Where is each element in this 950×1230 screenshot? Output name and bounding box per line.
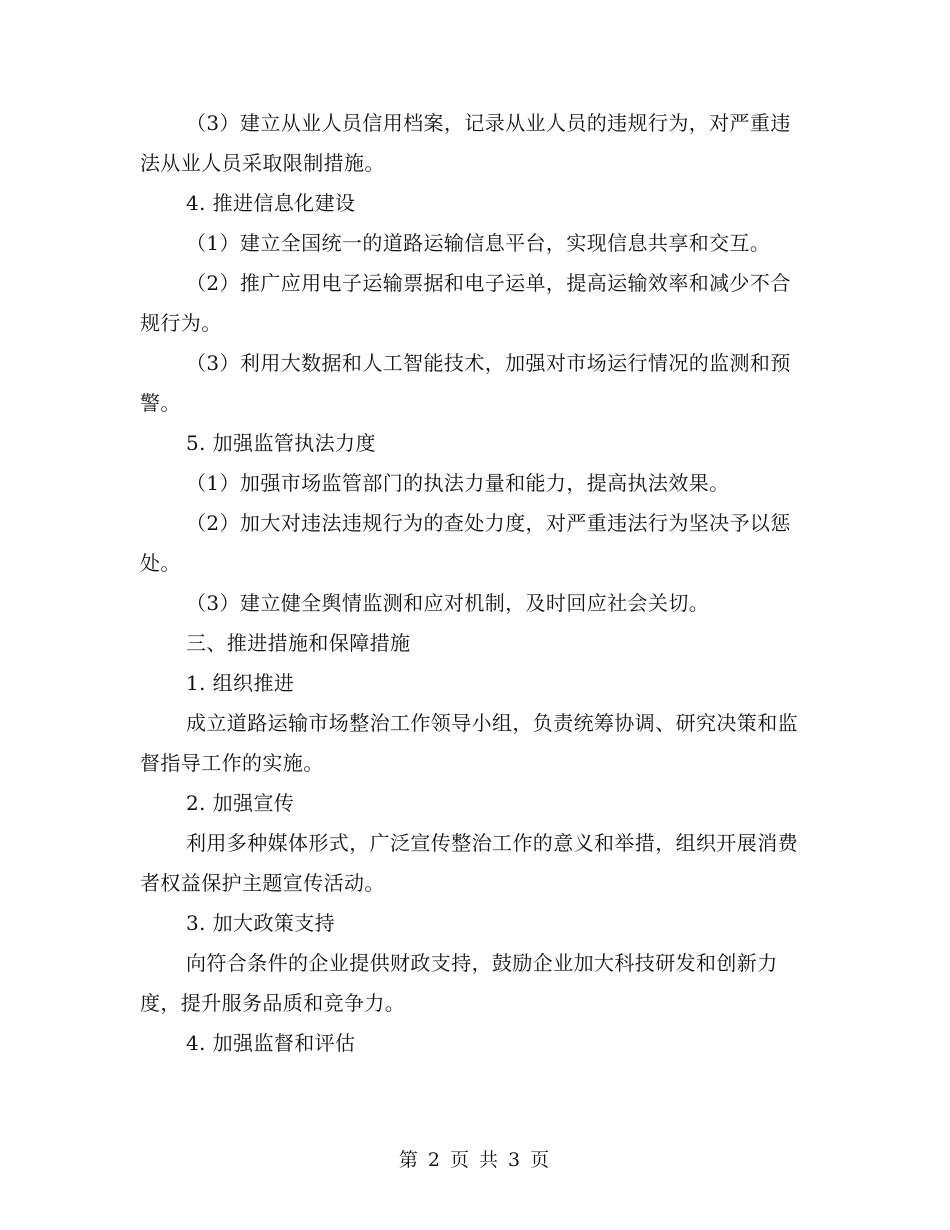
paragraph: （3）利用大数据和人工智能技术，加强对市场运行情况的监测和预警。 [140, 351, 791, 415]
paragraph: 成立道路运输市场整治工作领导小组，负责统筹协调、研究决策和监督指导工作的实施。 [140, 711, 798, 775]
section-heading: 3. 加大政策支持 [186, 911, 336, 935]
section-heading: 4. 推进信息化建设 [186, 191, 356, 215]
page-number-footer: 第 2 页 共 3 页 [398, 1149, 552, 1171]
chapter-heading: 三、推进措施和保障措施 [186, 631, 411, 655]
paragraph: （1）建立全国统一的道路运输信息平台，实现信息共享和交互。 [186, 231, 771, 255]
paragraph: （3）建立从业人员信用档案，记录从业人员的违规行为，对严重违法从业人员采取限制措施。 [140, 111, 791, 175]
paragraph: 向符合条件的企业提供财政支持，鼓励企业加大科技研发和创新力度，提升服务品质和竞争力。 [140, 951, 778, 1015]
section-heading: 1. 组织推进 [186, 671, 295, 695]
paragraph: （3）建立健全舆情监测和应对机制，及时回应社会关切。 [186, 591, 710, 615]
section-heading: 2. 加强宣传 [186, 791, 295, 815]
paragraph: （2）推广应用电子运输票据和电子运单，提高运输效率和减少不合规行为。 [140, 271, 791, 335]
paragraph: 利用多种媒体形式，广泛宣传整治工作的意义和举措，组织开展消费者权益保护主题宣传活动。 [140, 831, 798, 895]
paragraph: （1）加强市场监管部门的执法力量和能力，提高执法效果。 [186, 471, 730, 495]
section-heading: 4. 加强监督和评估 [186, 1031, 356, 1055]
paragraph: （2）加大对违法违规行为的查处力度，对严重违法行为坚决予以惩处。 [140, 511, 791, 575]
section-heading: 5. 加强监管执法力度 [186, 431, 376, 455]
document-body [140, 103, 810, 1063]
